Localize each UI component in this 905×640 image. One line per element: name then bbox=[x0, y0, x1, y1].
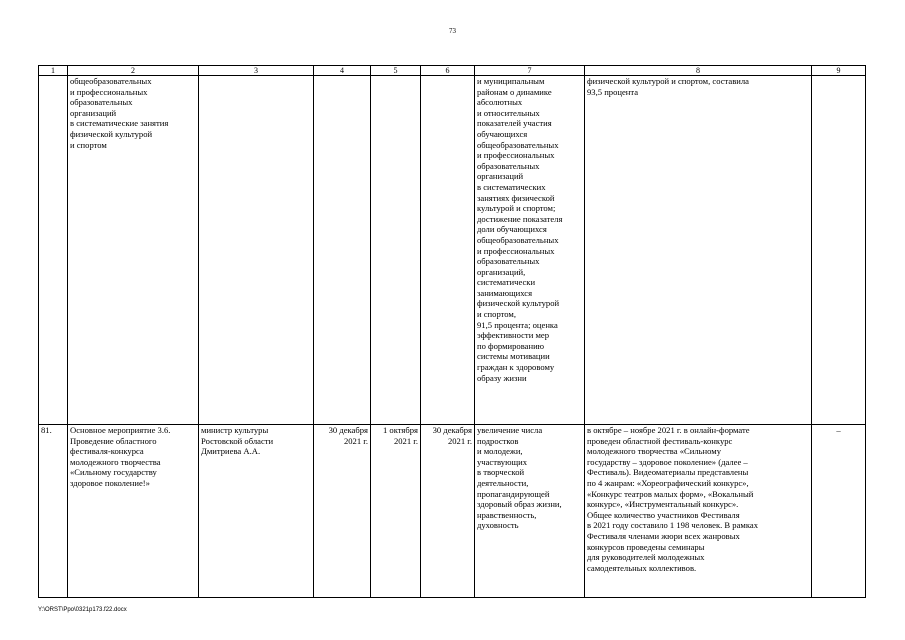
page-number: 73 bbox=[449, 27, 456, 35]
column-number-row bbox=[39, 66, 866, 76]
column-header: 2 bbox=[68, 66, 199, 76]
actual-result-cell: в октябре – ноябре 2021 г. в онлайн-формате проведен областной фестиваль-конкурс молодежного творчества «Сильному государству – здоровое поколение» (далее – Фестиваль). Видеоматериалы представлены по 4 жанрам: «Хореографический конкурс», «Конкурс театров малых форм», «Вокальный конкурс», «Инструментальный конкурс». Общее количество участников Фестиваля в 2021 году составило 1 198 человек. В рамках Фестиваля членами жюри всех жанровых конкурсов проведены семинары для руководителей молодежных самодеятельных коллективов. bbox=[585, 425, 812, 598]
column-header: 7 bbox=[475, 66, 585, 76]
column-header: 5 bbox=[371, 66, 421, 76]
responsible-cell bbox=[199, 76, 314, 425]
expected-result-cell: и муниципальным районам о динамике абсолютных и относительных показателей участия обучающихся общеобразовательных и профессиональных образовательных организаций в систематических занятиях физической культурой и спортом; достижение показателя доли обучающихся общеобразовательных и профессиональных образовательных организаций, систематически занимающихся физической культурой и спортом, 91,5 процента; оценка эффективности мер по формированию системы мотивации граждан к здоровому образу жизни bbox=[475, 76, 585, 425]
row-number-cell: 81. bbox=[39, 425, 68, 598]
end-date-cell bbox=[421, 76, 475, 425]
expected-result-cell: увеличение числа подростков и молодежи, участвующих в творческой деятельности, пропагандирующей здоровый образ жизни, нравственность, духовность bbox=[475, 425, 585, 598]
report-table bbox=[38, 65, 866, 598]
table-row-81 bbox=[39, 425, 866, 598]
column-header: 6 bbox=[421, 66, 475, 76]
column-header: 9 bbox=[812, 66, 866, 76]
start-date-cell bbox=[371, 76, 421, 425]
planned-date-cell: 30 декабря 2021 г. bbox=[314, 425, 371, 598]
notes-cell: – bbox=[812, 425, 866, 598]
notes-cell bbox=[812, 76, 866, 425]
table-row-continuation bbox=[39, 76, 866, 425]
column-header: 4 bbox=[314, 66, 371, 76]
measure-name-cell: Основное мероприятие 3.6. Проведение областного фестиваля-конкурса молодежного творчества «Сильному государству здоровое поколение!» bbox=[68, 425, 199, 598]
responsible-cell: министр культуры Ростовской области Дмитриева А.А. bbox=[199, 425, 314, 598]
column-header: 3 bbox=[199, 66, 314, 76]
measure-name-cell: общеобразовательных и профессиональных образовательных организаций в систематические занятия физической культурой и спортом bbox=[68, 76, 199, 425]
actual-result-cell: физической культурой и спортом, составила 93,5 процента bbox=[585, 76, 812, 425]
column-header: 8 bbox=[585, 66, 812, 76]
planned-date-cell bbox=[314, 76, 371, 425]
row-number-cell bbox=[39, 76, 68, 425]
end-date-cell: 30 декабря 2021 г. bbox=[421, 425, 475, 598]
file-path-footer: Y:\ORST\Ppo\0321p173.f22.docx bbox=[38, 607, 127, 613]
column-header: 1 bbox=[39, 66, 68, 76]
start-date-cell: 1 октября 2021 г. bbox=[371, 425, 421, 598]
